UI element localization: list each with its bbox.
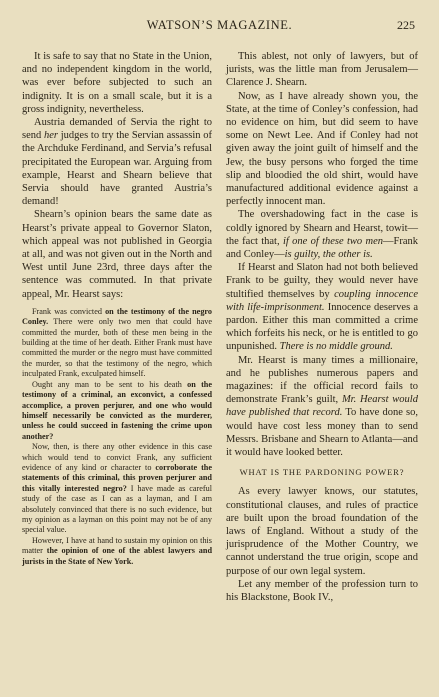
- quoted-paragraph: Ought any man to be sent to his death on the testimony of a criminal, an exconvict, a confessed accomplice, a proven perjurer, and one who would himself necessarily be convicted as the murderer, unless he could succeed in fastening the crime upon another?: [22, 379, 212, 441]
- paragraph: Shearn’s opinion bears the same date as Hearst’s private appeal to Governor Slaton, which appeal was not published in Georgia at all, and was not given out in the North and West until June 23rd, three days after the sentence was commuted. In that private appeal, Mr. Hearst says:: [22, 209, 212, 300]
- left-column: [22, 50, 212, 567]
- paragraph: Now, as I have already shown you, the State, at the time of Conley’s confession, had no evidence on him, but did seem to have some on Newt Lee. And if Conley had not given away the joint guilt of himself and the Jew, the busy persons who forged the time slip and bloodied the old shirt, would have manufactured additional evidence against a perfectly innocent man.: [226, 90, 418, 208]
- paragraph: Let any member of the profession turn to his Blackstone, Book IV.,: [226, 578, 418, 603]
- section-heading: WHAT IS THE PARDONING POWER?: [239, 467, 405, 478]
- paragraph: The overshadowing fact in the case is coldly ignored by Shearn and Hearst, towit—the fact that, if one of these two men—Frank and Conley—is guilty, the other is.: [226, 209, 418, 261]
- paragraph: This ablest, not only of lawyers, but of jurists, was the little man from Jerusalem—Clarence J. Shearn.: [226, 51, 418, 89]
- paragraph: As every lawyer knows, our statutes, constitutional clauses, and rules of practice are built upon the broad foundation of the laws of England. Without a study of the jurisprudence of the Mother Country, we cannot understand the true origin, scope and purpose of our own legal system.: [226, 486, 418, 577]
- quoted-paragraph: Now, then, is there any other evidence in this case which would tend to convict Frank, any sufficient evidence of any kind or character to corroborate the statements of this criminal, this proven perjurer and this vitally interested negro? I have made as careful study of the case as I can as a layman, and I am absolutely convinced that there is no such evidence, but my opinion as a layman on this point may not be of any special value.: [22, 442, 212, 535]
- paragraph: It is safe to say that no State in the Union, and no independent kingdom in the world, was ever before subjected to such an indignity. It is on a small scale, but it is a gross indignity, nevertheless.: [22, 51, 212, 115]
- page-header: [24, 18, 415, 34]
- quoted-paragraph: Frank was convicted on the testimony of the negro Conley. There were only two men that could have committed the murder, both of these men being in the building at the time of her death. Either Frank must have committed the murder or the negro must have committed the murder, so that the testimony of the negro, which inculpated Frank, exculpated himself.: [22, 306, 212, 379]
- paragraph: If Hearst and Slaton had not both believed Frank to be guilty, they would never have stultified themselves by coupling innocence with life-imprisonment. Innocence deserves a pardon. Either this man committed a crime which forfeits his neck, or he is entitled to go unpunished. There is no middle ground.: [226, 262, 418, 353]
- right-column: [226, 50, 418, 604]
- quoted-paragraph: However, I have at hand to sustain my opinion on this matter the opinion of one of the ablest lawyers and jurists in the State of New York.: [22, 535, 212, 566]
- paragraph: Mr. Hearst is many times a millionaire, and he publishes numerous papers and magazines: if the official record fails to demonstrate Frank’s guilt, Mr. Hearst would have published that record. To have done so, would have cost less money than to send Messrs. Brisbane and Shearn to Atlanta—and it would have looked better.: [226, 354, 418, 459]
- running-title: WATSON’S MAGAZINE.: [146, 18, 293, 32]
- page-number: 225: [397, 18, 415, 32]
- paragraph: Austria demanded of Servia the right to send her judges to try the Servian assassin of the Archduke Ferdinand, and Servia’s refusal precipitated the European war. Arguing from example, Hearst and Shearn believe that Servia should have granted Austria’s demand!: [22, 117, 212, 208]
